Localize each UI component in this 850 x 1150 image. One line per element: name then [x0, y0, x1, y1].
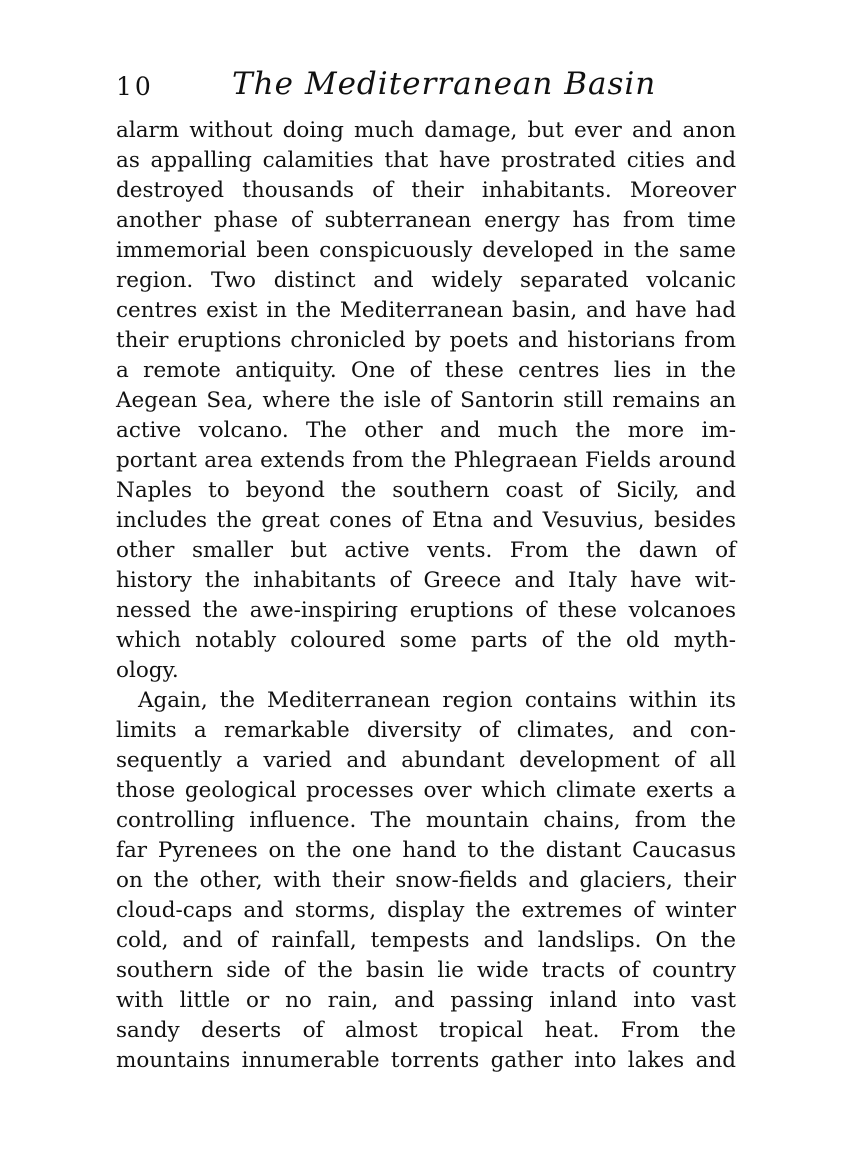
text-line: their eruptions chronicled by poets and historians from — [116, 328, 736, 353]
text-line: sandy deserts of almost tropical heat. From the — [116, 1018, 736, 1043]
text-line: immemorial been conspicuously developed in the same — [116, 238, 736, 263]
body-text — [116, 116, 736, 1076]
text-line: on the other, with their snow-fields and glaciers, their — [116, 868, 736, 893]
text-line: Aegean Sea, where the isle of Santorin still remains an — [116, 388, 736, 413]
text-line: controlling influence. The mountain chains, from the — [116, 808, 736, 833]
running-title: The Mediterranean Basin — [232, 66, 657, 102]
text-line: a remote antiquity. One of these centres lies in the — [116, 358, 736, 383]
text-line: with little or no rain, and passing inland into vast — [116, 988, 736, 1013]
text-line: cold, and of rainfall, tempests and landslips. On the — [116, 928, 736, 953]
page-number: 10 — [116, 72, 154, 101]
running-head — [116, 66, 736, 110]
text-line: as appalling calamities that have prostrated cities and — [116, 148, 736, 173]
text-line: history the inhabitants of Greece and Italy have wit- — [116, 568, 736, 593]
paragraph-end-line: ology. — [116, 658, 179, 683]
text-line: southern side of the basin lie wide tracts of country — [116, 958, 736, 983]
text-line: sequently a varied and abundant development of all — [116, 748, 736, 773]
text-line: far Pyrenees on the one hand to the distant Caucasus — [116, 838, 736, 863]
text-line: limits a remarkable diversity of climates, and con- — [116, 718, 736, 743]
text-line: Naples to beyond the southern coast of Sicily, and — [116, 478, 736, 503]
text-line: active volcano. The other and much the more im- — [116, 418, 736, 443]
text-line: those geological processes over which climate exerts a — [116, 778, 736, 803]
text-line: centres exist in the Mediterranean basin, and have had — [116, 298, 736, 323]
text-line: another phase of subterranean energy has from time — [116, 208, 736, 233]
text-line: includes the great cones of Etna and Vesuvius, besides — [116, 508, 736, 533]
text-line: alarm without doing much damage, but ever and anon — [116, 118, 736, 143]
text-line: destroyed thousands of their inhabitants. Moreover — [116, 178, 736, 203]
text-line: portant area extends from the Phlegraean Fields around — [116, 448, 736, 473]
text-line: cloud-caps and storms, display the extremes of winter — [116, 898, 736, 923]
text-line: mountains innumerable torrents gather into lakes and — [116, 1048, 736, 1073]
text-line: which notably coloured some parts of the old myth- — [116, 628, 736, 653]
text-line: other smaller but active vents. From the dawn of — [116, 538, 736, 563]
text-line: region. Two distinct and widely separated volcanic — [116, 268, 736, 293]
paragraph-start-line: Again, the Mediterranean region contains within its — [138, 688, 736, 713]
text-line: nessed the awe-inspiring eruptions of these volcanoes — [116, 598, 736, 623]
